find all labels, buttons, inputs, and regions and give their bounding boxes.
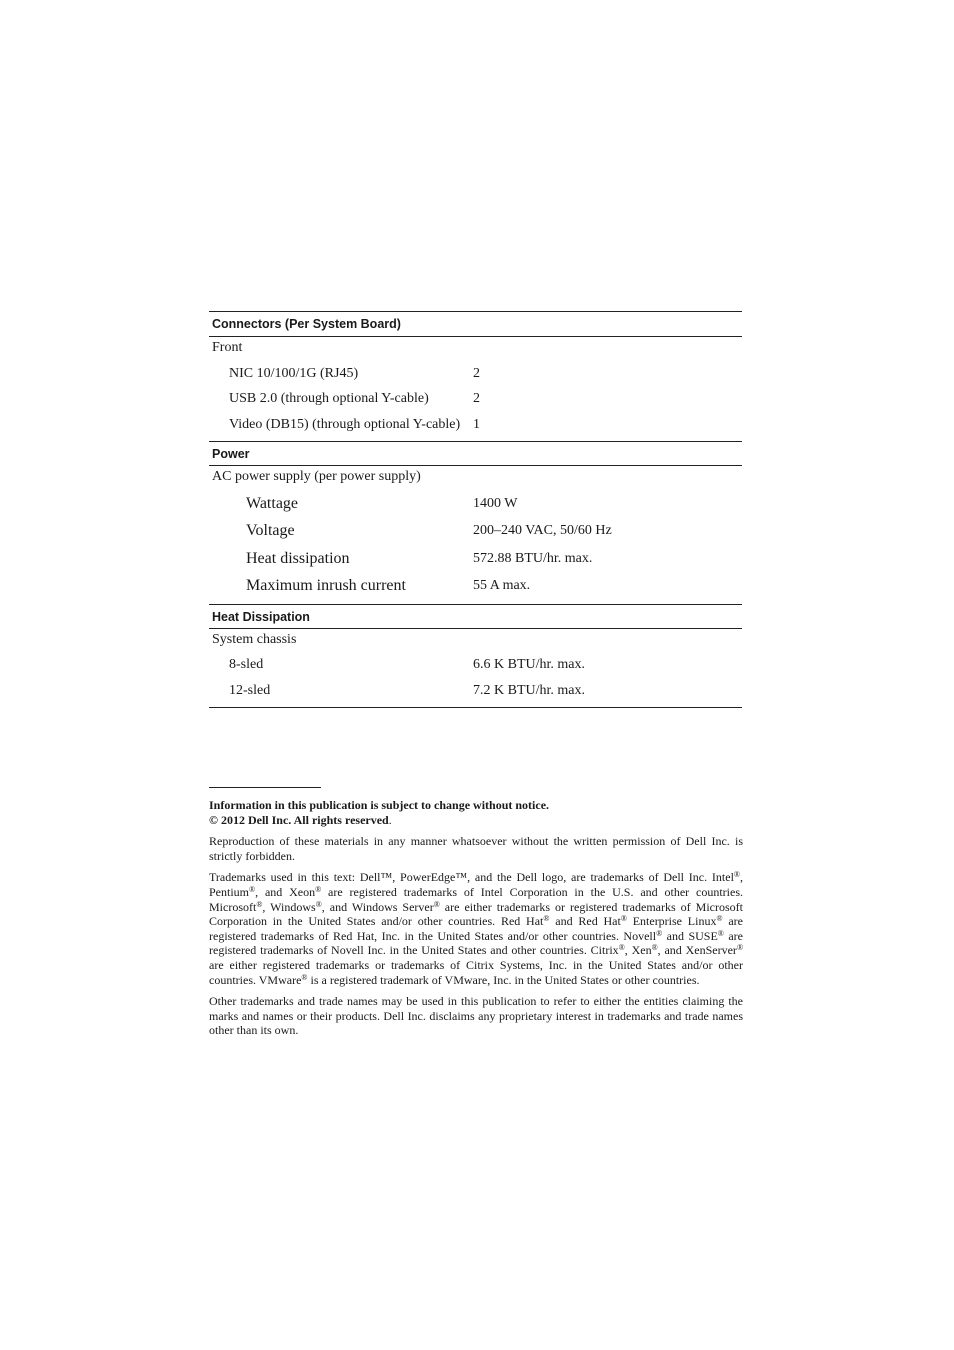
section-power <box>209 441 742 604</box>
spec-row <box>209 388 742 414</box>
registered-mark: ® <box>733 870 740 880</box>
section-body <box>209 629 742 708</box>
trademark-text: , Xen <box>624 943 652 958</box>
trademark-text: , and XenServer <box>657 943 737 958</box>
spec-label: 12-sled <box>229 682 271 698</box>
trademark-text: are registered trademarks of Intel Corporation in the U.S. and other countries. Microsoft <box>209 884 743 914</box>
trademark-text: , and Xeon <box>255 884 316 899</box>
section-heat-dissipation <box>209 604 742 708</box>
trademark-text: are registered trademarks of Red Hat, Inc. in the United States and/or other countries. Novell <box>209 914 743 943</box>
spec-row <box>209 337 742 363</box>
registered-mark: ® <box>301 972 308 982</box>
spec-row <box>209 519 742 547</box>
registered-mark: ® <box>736 943 744 953</box>
registered-mark: ® <box>717 928 724 938</box>
spec-label: Video (DB15) (through optional Y-cable) <box>229 416 461 432</box>
section-header: Heat Dissipation <box>209 604 742 629</box>
section-header: Connectors (Per System Board) <box>209 312 742 337</box>
trademark-text: are either trademarks or registered trademarks of Microsoft Corporation in the United States and/or other countries. Red Hat <box>209 899 743 929</box>
trademark-text: and Red Hat <box>549 914 621 929</box>
registered-mark: ® <box>433 899 440 909</box>
spec-label: Voltage <box>246 522 295 539</box>
trademark-text: , Pentium <box>209 870 743 899</box>
spec-row <box>209 654 742 680</box>
footnote-divider <box>209 787 321 788</box>
spec-row <box>209 414 742 440</box>
spec-label: Wattage <box>246 494 299 512</box>
registered-mark: ® <box>716 914 723 924</box>
spec-label: NIC 10/100/1G (RJ45) <box>229 365 359 381</box>
registered-mark: ® <box>315 899 322 909</box>
copyright: © 2012 Dell Inc. All rights reserved <box>209 812 389 827</box>
trademarks-notice <box>209 870 743 987</box>
spec-row <box>209 466 742 492</box>
spec-label: USB 2.0 (through optional Y-cable) <box>229 391 429 406</box>
spec-row <box>209 363 742 389</box>
registered-mark: ® <box>620 914 627 924</box>
spec-row <box>209 547 742 575</box>
spec-row <box>209 492 742 520</box>
spec-value: 7.2 K BTU/hr. max. <box>473 682 585 698</box>
trademark-text: are either registered trademarks or trademarks of Citrix Systems, Inc. in the United States and/or other countries. VMware <box>209 957 743 987</box>
other-trademarks-notice: Other trademarks and trade names may be used in this publication to refer to either the entities claiming the marks and names or their products. Dell Inc. disclaims any proprietary interest in trademarks and trade names other than its own. <box>209 994 743 1038</box>
spec-value: 2 <box>473 391 480 406</box>
registered-mark: ® <box>656 928 663 938</box>
copyright-period: . <box>388 812 392 827</box>
trademark-text: , and Windows Server <box>321 899 434 914</box>
spec-row <box>209 680 742 706</box>
legal-notice <box>209 798 743 1045</box>
trademark-text: and SUSE <box>662 928 718 943</box>
section-header: Power <box>209 441 742 466</box>
spec-label: Maximum inrush current <box>246 577 406 594</box>
trademark-text: is a registered trademark of VMware, Inc. in the United States or other countries. <box>307 972 700 987</box>
trademark-text: , Windows <box>262 899 316 914</box>
registered-mark: ® <box>256 899 263 909</box>
spec-row <box>209 574 742 602</box>
registered-mark: ® <box>315 884 322 894</box>
spec-table <box>209 311 742 708</box>
registered-mark: ® <box>618 943 625 953</box>
spec-value: 200–240 VAC, 50/60 Hz <box>473 523 612 538</box>
registered-mark: ® <box>543 914 550 924</box>
section-body <box>209 466 742 604</box>
reproduction-notice: Reproduction of these materials in any manner whatsoever without the written permission of Dell Inc. is strictly forbidden. <box>209 834 743 863</box>
spec-value: 6.6 K BTU/hr. max. <box>473 657 585 672</box>
section-body <box>209 337 742 441</box>
spec-label: 8-sled <box>229 657 264 672</box>
registered-mark: ® <box>249 884 256 894</box>
registered-mark: ® <box>651 943 658 953</box>
spec-row <box>209 629 742 655</box>
section-connectors <box>209 312 742 441</box>
spec-value: 2 <box>473 365 480 381</box>
spec-label: Front <box>212 340 243 355</box>
spec-label: AC power supply (per power supply) <box>212 469 421 484</box>
spec-label: Heat dissipation <box>246 549 350 567</box>
trademark-text: Enterprise Linux <box>626 914 717 929</box>
spec-value: 572.88 BTU/hr. max. <box>473 550 593 566</box>
change-notice: Information in this publication is subject to change without notice. <box>209 798 550 812</box>
trademark-text: are registered trademarks of Novell Inc. in the United States and other countries. Citrix <box>209 928 743 958</box>
notice-block <box>209 798 743 827</box>
trademark-text: Trademarks used in this text: Dell™, PowerEdge™, and the Dell logo, are trademarks of Dell Inc. Intel <box>209 870 734 885</box>
spec-label: System chassis <box>212 631 297 647</box>
spec-value: 55 A max. <box>473 578 531 593</box>
spec-value: 1400 W <box>473 495 518 511</box>
spec-value: 1 <box>473 416 480 432</box>
